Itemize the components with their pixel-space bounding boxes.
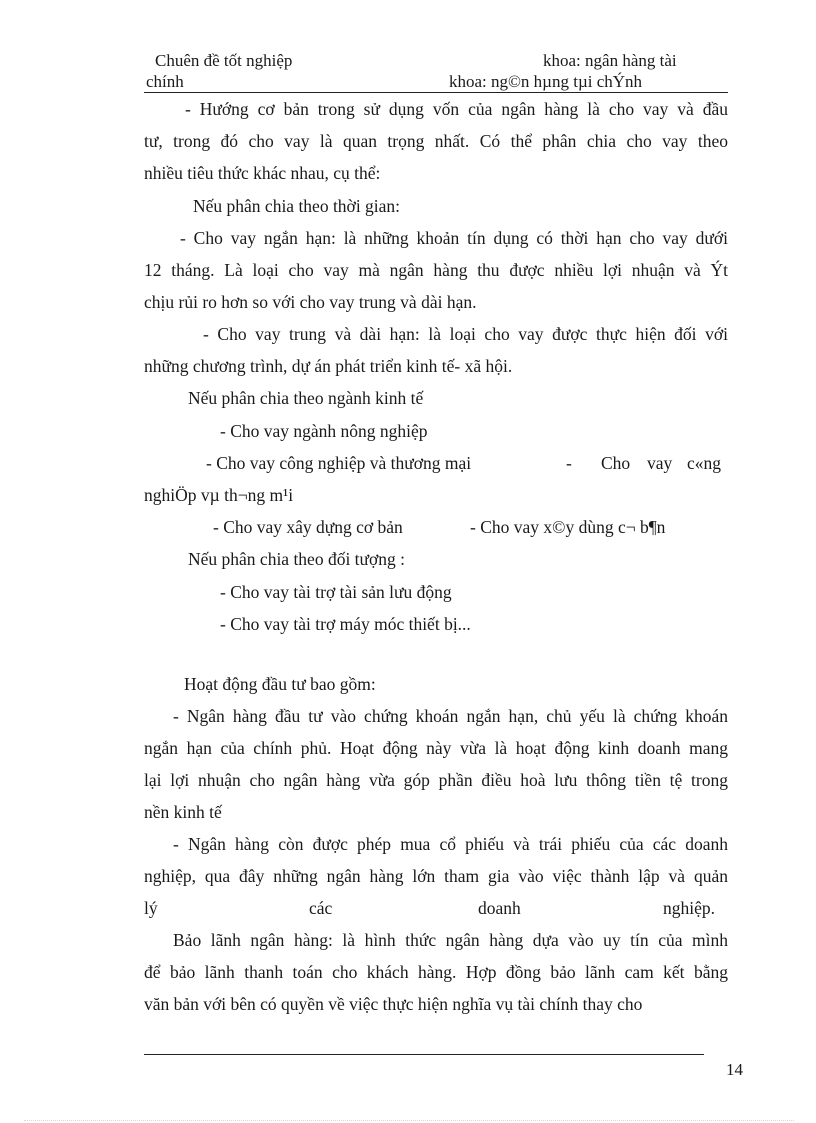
heading-by-sector: Nếu phân chia theo ngành kinh tế [188, 388, 424, 408]
header-left-bottom: chính [146, 72, 184, 91]
header-right-top: khoa: ngân hàng tài [543, 51, 677, 70]
sector-construction: - Cho vay xây dựng cơ bản [213, 517, 403, 537]
short-term-line1: - Cho vay ngắn hạn: là những khoản tín dụng có thời hạn cho vay dưới [180, 228, 728, 248]
invest2-line2: nghiệp, qua đây những ngân hàng lớn tham gia vào việc thành lập và quản [144, 866, 728, 886]
header-divider [144, 92, 728, 93]
mid-term-line2: những chương trình, dự án phát triển kinh tế- xã hội. [144, 356, 513, 376]
invest2-line3-word: doanh [478, 898, 521, 918]
para1-line1: - Hướng cơ bản trong sử dụng vốn của ngân hàng là cho vay và đầu [185, 99, 728, 119]
sector-industry-garbled-line2: nghiÖp vµ th¬ng m¹i [144, 485, 294, 505]
object-current-assets: - Cho vay tài trợ tài sản lưu động [220, 582, 452, 602]
invest1-line3: lại lợi nhuận cho ngân hàng vừa góp phần điều hoà lưu thông tiền tệ trong [144, 770, 728, 790]
mid-term-line1: - Cho vay trung và dài hạn: là loại cho vay được thực hiện đối với [203, 324, 728, 344]
sector-industry: - Cho vay công nghiệp và thương mại [206, 453, 472, 473]
page-edge-dotted-line [24, 1120, 794, 1121]
invest2-line1: - Ngân hàng còn được phép mua cổ phiếu và trái phiếu của các doanh [173, 834, 728, 854]
sector-industry-garbled-dash: - [566, 453, 572, 473]
sector-construction-garbled: - Cho vay x©y dùng c¬ b¶n [470, 517, 666, 537]
invest2-line3-word: các [309, 898, 333, 918]
object-equipment: - Cho vay tài trợ máy móc thiết bị... [220, 614, 471, 634]
guarantee-line2: để bảo lãnh thanh toán cho khách hàng. Hợp đồng bảo lãnh cam kết bằng [144, 962, 728, 982]
short-term-line2: 12 tháng. Là loại cho vay mà ngân hàng thu được nhiều lợi nhuận và Ýt [144, 260, 728, 280]
heading-by-time: Nếu phân chia theo thời gian: [193, 196, 401, 216]
sector-industry-garbled-word: vay [647, 453, 673, 473]
header-left-top: Chuên đề tốt nghiệp [155, 51, 293, 70]
invest2-line3-word: nghiệp. [663, 898, 716, 918]
page-number: 14 [726, 1060, 743, 1079]
heading-by-object: Nếu phân chia theo đối tượng : [188, 549, 406, 569]
footer-divider [144, 1054, 704, 1055]
para1-line2: tư, trong đó cho vay là quan trọng nhất. Có thể phân chia cho vay theo [144, 131, 728, 151]
para1-line3: nhiều tiêu thức khác nhau, cụ thể: [144, 163, 381, 183]
sector-agriculture: - Cho vay ngành nông nghiệp [220, 421, 428, 441]
header-right-bottom: khoa: ng©n hµng tµi chÝnh [449, 72, 643, 91]
heading-investment: Hoạt động đầu tư bao gồm: [184, 674, 376, 694]
invest2-line3-word: lý [144, 898, 158, 918]
sector-industry-garbled-word: c«ng [687, 453, 722, 473]
invest1-line1: - Ngân hàng đầu tư vào chứng khoán ngắn hạn, chủ yếu là chứng khoán [173, 706, 728, 726]
sector-industry-garbled-word: Cho [601, 453, 631, 473]
invest1-line4: nền kinh tế [144, 802, 222, 822]
guarantee-line3: văn bản với bên có quyền về việc thực hiện nghĩa vụ tài chính thay cho [144, 994, 643, 1014]
short-term-line3: chịu rủi ro hơn so với cho vay trung và dài hạn. [144, 292, 477, 312]
invest1-line2: ngắn hạn của chính phủ. Hoạt động này vừa là hoạt động kinh doanh mang [144, 738, 728, 758]
guarantee-line1: Bảo lãnh ngân hàng: là hình thức ngân hàng dựa vào uy tín của mình [173, 930, 728, 950]
